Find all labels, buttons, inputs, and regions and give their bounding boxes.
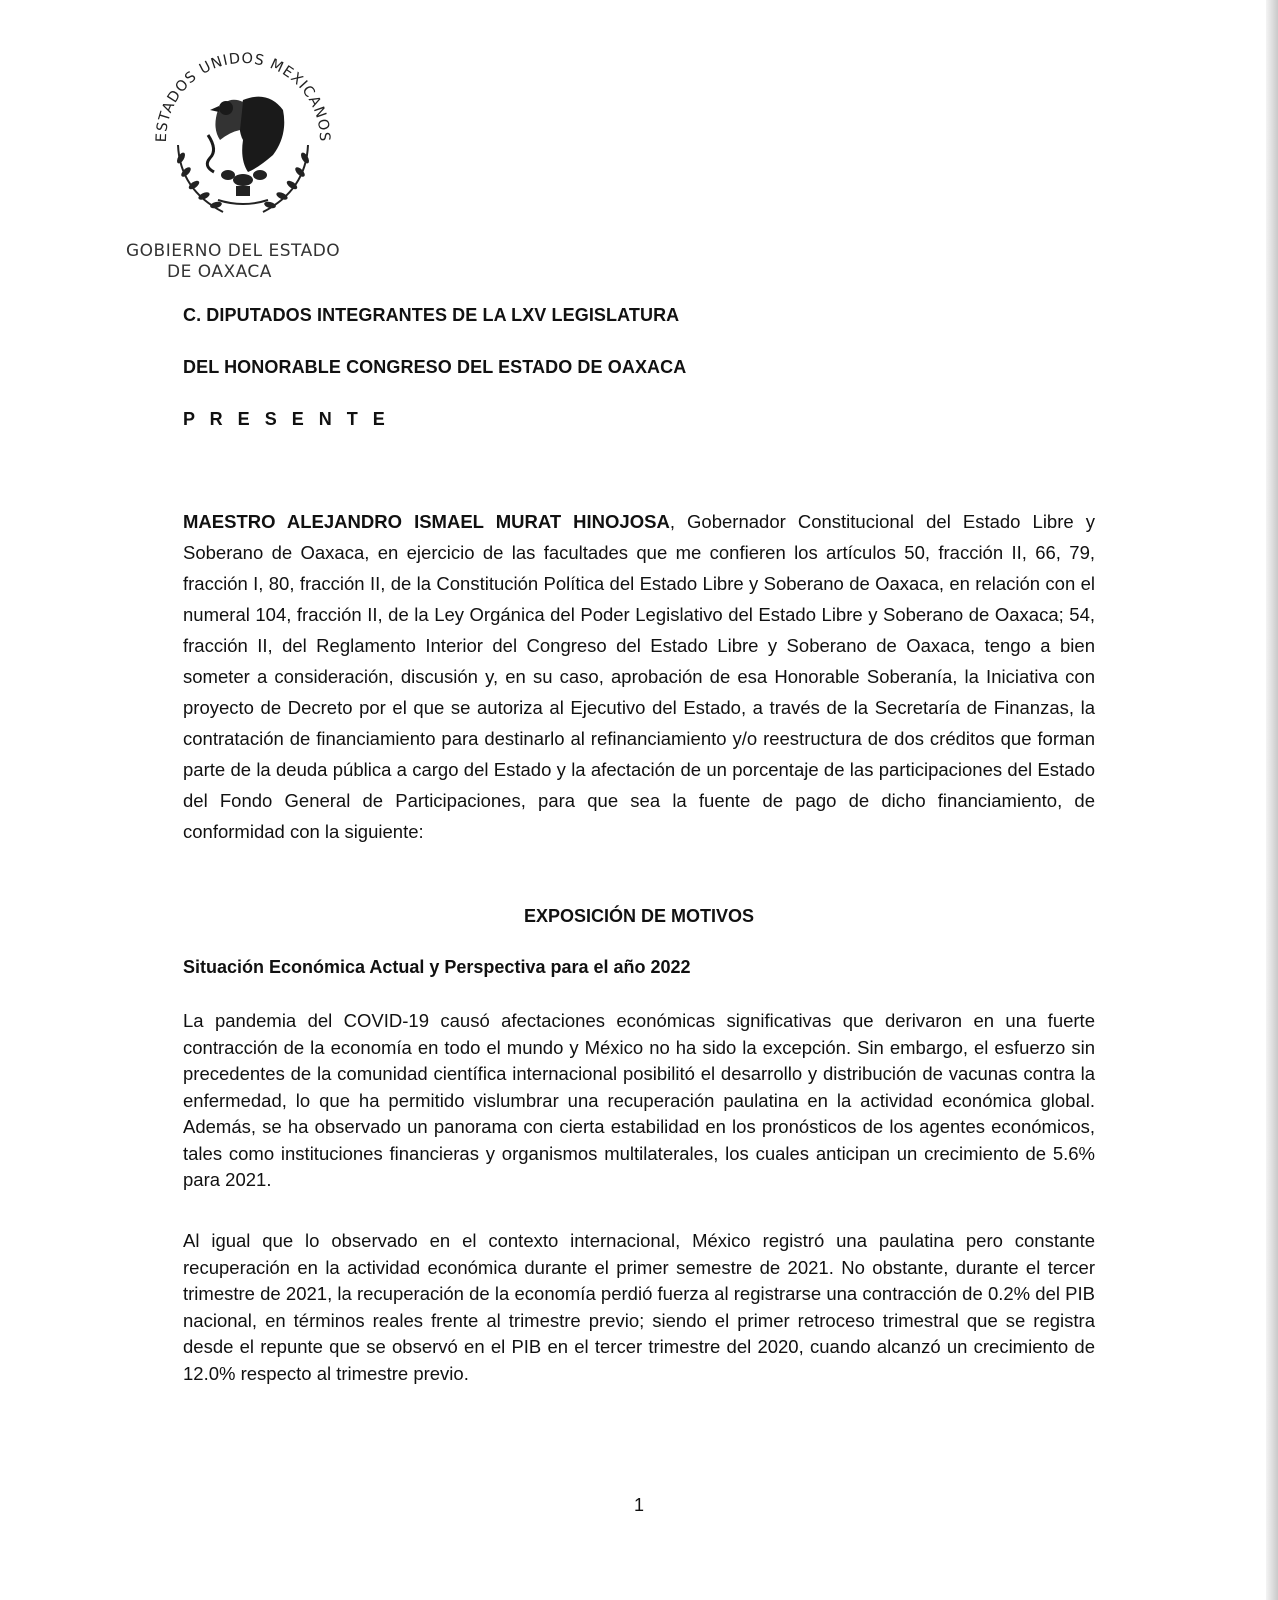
government-name-line-2: DE OAXACA [167,262,272,282]
page-edge-shadow [1266,0,1278,1600]
intro-text: , Gobernador Constitucional del Estado Libre y Soberano de Oaxaca, en ejercicio de las facultades que me confieren los artículos 50, fracción II, 66, 79, fracción I, 80, fracción II, de la Constitución Política del Estado Libre y Soberano de Oaxaca, en relación con el numeral 104, fracción II, de la Ley Orgánica del Poder Legislativo del Estado Libre y Soberano de Oaxaca; 54, fracción II, del Reglamento Interior del Congreso del Estado Libre y Soberano de Oaxaca, tengo a bien someter a consideración, discusión y, en su caso, aprobación de esa Honorable Soberanía, la Iniciativa con proyecto de Decreto por el que se autoriza al Ejecutivo del Estado, a través de la Secretaría de Finanzas, la contratación de financiamiento para destinarlo al refinanciamiento y/o reestructura de dos créditos que forman parte de la deuda pública a cargo del Estado y la afectación de un porcentaje de las participaciones del Estado del Fondo General de Participaciones, para que sea la fuente de pago de dicho financiamiento, de conformidad con la siguiente: [183,511,1095,842]
government-name-line-1: GOBIERNO DEL ESTADO [126,241,341,261]
intro-paragraph [183,506,1095,847]
body-paragraph-1: La pandemia del COVID-19 causó afectaciones económicas significativas que derivaron en una fuerte contracción de la economía en todo el mundo y México no ha sido la excepción. Sin embargo, el esfuerzo sin precedentes de la comunidad científica internacional posibilitó el desarrollo y distribución de vacunas contra la enfermedad, lo que ha permitido vislumbrar una recuperación paulatina en la actividad económica global. Además, se ha observado un panorama con cierta estabilidad en los pronósticos de los agentes económicos, tales como instituciones financieras y organismos multilaterales, los cuales anticipan un crecimiento de 5.6% para 2021. [183,1010,1095,1190]
mexican-coat-of-arms-seal [148,40,338,230]
addressee-line-1: C. DIPUTADOS INTEGRANTES DE LA LXV LEGISLATURA [183,305,680,325]
page-number: 1 [633,1495,644,1515]
seal-ring-text: ESTADOS UNIDOS MEXICANOS [153,50,333,143]
addressee-line-3: P R E S E N T E [183,409,390,429]
body-paragraph-2: Al igual que lo observado en el contexto internacional, México registró una paulatina pero constante recuperación en la actividad económica durante el primer semestre de 2021. No obstante, durante el tercer trimestre de 2021, la recuperación de la economía perdió fuerza al registrarse una contracción de 0.2% del PIB nacional, en términos reales frente al trimestre previo; siendo el primer retroceso trimestral que se registra desde el repunte que se observó en el PIB en el tercer trimestre del 2020, cuando alcanzó un crecimiento de 12.0% respecto al trimestre previo. [183,1230,1095,1384]
subsection-title: Situación Económica Actual y Perspectiva para el año 2022 [183,957,691,977]
governor-name: MAESTRO ALEJANDRO ISMAEL MURAT HINOJOSA [183,511,670,532]
addressee-line-2: DEL HONORABLE CONGRESO DEL ESTADO DE OAXACA [183,357,687,377]
section-title: EXPOSICIÓN DE MOTIVOS [523,906,755,926]
